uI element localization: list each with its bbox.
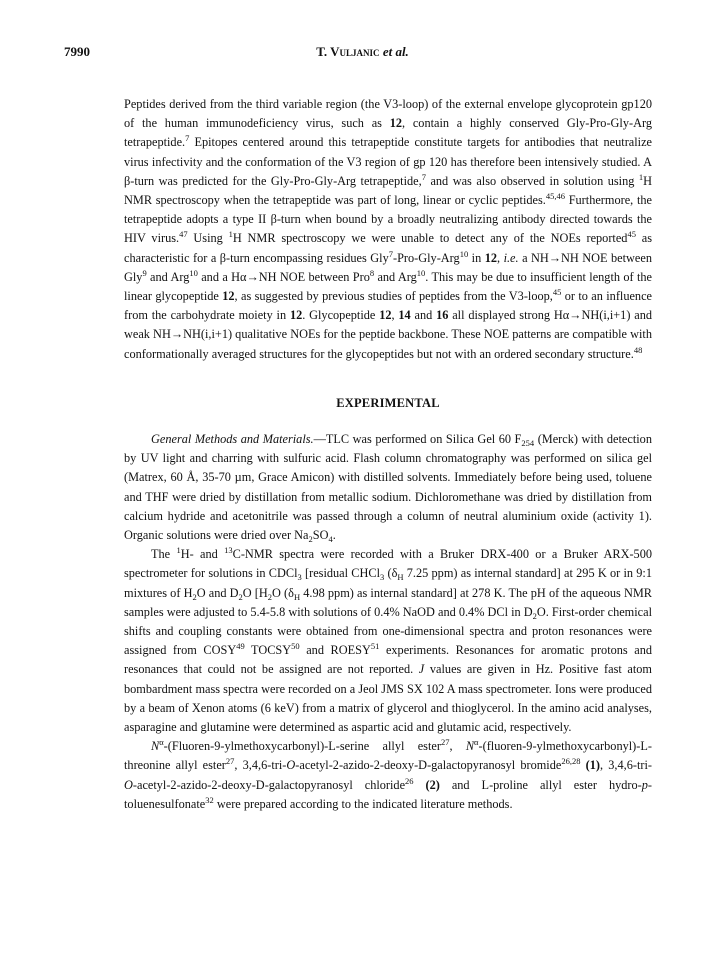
general-methods-paragraph: General Methods and Materials.—TLC was performed on Silica Gel 60 $F_{254}$ (Merck) with detection by UV light and charring with sulfuric acid. Flash column chromatography was performed on silica gel (Matrex, 60 Å, 35-70 µm, Grace Amicon) with distilled solvents. Immediately before being used, toluene and THF were dried by distillation from metallic sodium. Dichloromethane was dried by distillation from calcium hydride and acetonitrile was passed through a column of neutral aluminium oxide (activity 1). Organic solutions were dried over $Na_2SO_4$.	[124, 432, 652, 545]
reagents-paragraph: $N^\alpha-(Fluoren-9-ylmethoxycarbonyl)-L$-serine allyl ester$^{27}$, $N^\alpha-(fluoren-9-ylmethoxycarbonyl)-L$-threonine allyl ester$^{27}$, 3,4,6-tri-O-acetyl-2-azido-2-deoxy-D-galactopyranosyl bromide$^{26,28}$ (1), 3,4,6-tri-O-acetyl-2-azido-2-deoxy-D-galactopyranosyl chloride$^{26}$ (2) and L-proline allyl ester hydro-p-toluenesulfonate$^{32}$ were prepared according to the indicated literature methods.	[124, 737, 652, 811]
paragraph-text: Peptides derived from the third variable region (the V3-loop) of the external envelope glycoprotein gp120 of the human immunodeficiency virus, such as 12, contain a highly conserved Gly-Pro-Gly-Arg tetrapeptide.$^7$ Epitopes centered around this tetrapeptide constitute targets for antibodies that neutralize virus infectivity and the conformation of the V3 region of gp 120 has therefore been intensively studied. A β-turn was predicted for the Gly-Pro-Gly-Arg tetrapeptide,$^7$ and was also observed in solution using $^1$H NMR spectroscopy when the tetrapeptide was part of long, linear or cyclic peptides.$^{45,46}$ Furthermore, the tetrapeptide adopts a type II β-turn when bound by a broadly neutralizing antibody directed towards the HIV virus.$^{47}$ Using $^1$H NMR spectroscopy we were unable to detect any of the NOEs reported$^{45}$ as characteristic for a β-turn encompassing residues Gly$^7$-Pro-Gly-Arg$^{10}$ in 12, i.e. a NH→NH NOE between Gly$^9$ and Arg$^{10}$ and a Hα→NH NOE between Pro$^8$ and Arg$^{10}$. This may be due to insufficient length of the linear glycopeptide 12, as suggested by previous studies of peptides from the V3-loop,$^{45}$ or to an influence from the carbohydrate moiety in 12. Glycopeptide 12, 14 and 16 all displayed strong Hα→NH(i,i+1) and weak NH→NH(i,i+1) qualitative NOEs for the peptide backbone. These NOE patterns are compatible with conformationally averaged structures for the glycopeptides but not with an ordered secondary structure.$^{48}$	[124, 97, 653, 361]
nmr-paragraph: The $^1$H- and $^{13}$C-NMR spectra were recorded with a Bruker DRX-400 or a Bruker ARX-500 spectrometer for solutions in CDCl$_3$ [residual CHCl$_3$ ($\delta_H$ 7.25 ppm) as internal standard] at 295 K or in 9:1 mixtures of $H_2O$ and $D_2O$ [$H_2O$ ($\delta_H$ 4.98 ppm) as internal standard] at 278 K. The pH of the aqueous NMR samples were adjusted to 5.4-5.8 with solutions of 0.4% NaOD and 0.4% DCl in $D_2O$. First-order chemical shifts and coupling constants were obtained from one-dimensional spectra and proton resonances were assigned from COSY$^{49}$ TOCSY$^{50}$ and ROESY$^{51}$ experiments. Resonances for aromatic protons and resonances that could not be assigned are not reported. J values are given in Hz. Positive fast atom bombardment mass spectra were recorded on a Jeol JMS SX 102 A mass spectrometer. Ions were produced by a beam of Xenon atoms (6 keV) from a matrix of glycerol and thioglycerol. In the amino acid analyses, asparagine and glutamine were determined as aspartic acid and glutamic acid, respectively.	[124, 545, 653, 735]
running-head	[0, 44, 711, 60]
page-number: 7990	[64, 44, 90, 59]
author-name: T. Vuljanic	[316, 44, 380, 59]
general-methods-heading: General Methods and Materials.	[151, 432, 314, 446]
experimental-section	[124, 430, 652, 814]
section-title: EXPERIMENTAL	[336, 396, 440, 410]
discussion-paragraph	[124, 95, 652, 364]
et-al: et al.	[382, 44, 409, 59]
